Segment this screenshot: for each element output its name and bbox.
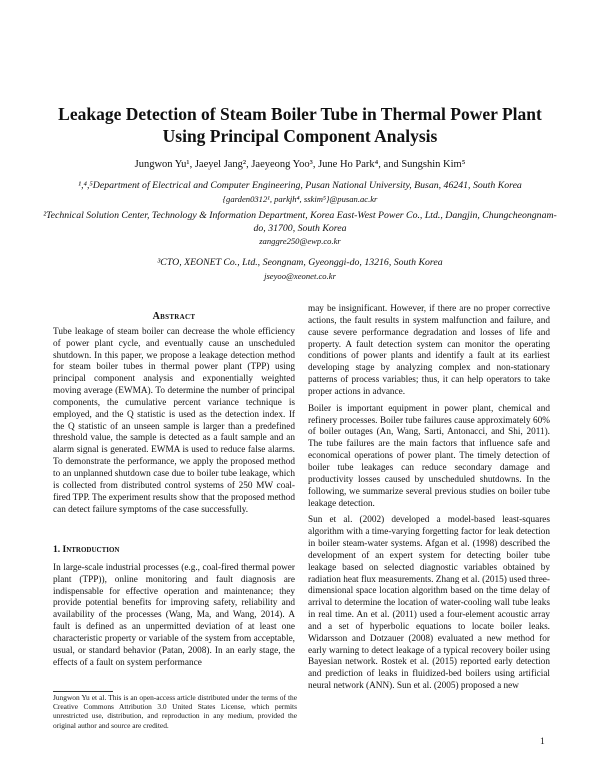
- affiliation-2: [40, 210, 560, 248]
- abstract-body: Tube leakage of steam boiler can decrease the whole efficiency of power plant cycle, and eventually cause an unscheduled shutdown. In this paper, we propose a leakage detection method for steam boiler tubes in thermal power plant (TPP) using principal component analysis and exponentially weighted moving average (EWMA). To determine the number of principal components, the cumulative percent variance technique is employed, and the Q statistic is used as the detection index. If the Q statistic of an unseen sample is larger than a predefined threshold value, the sample is detected as a fault sample and an alarm signal is generated. EWMA is used to reduce false alarms. To demonstrate the performance, we apply the proposed method to an unplanned shutdown case due to boiler tube leakage, which is collected from distributed control systems of 250 MW coal-fired TPP. The experiment results show that the proposed method can detect failure symptoms of the case successfully.: [53, 326, 295, 515]
- abstract-heading: Abstract: [152, 311, 196, 322]
- affiliation-3-text: ³CTO, XEONET Co., Ltd., Seongnam, Gyeonggi-do, 13216, South Korea: [157, 257, 443, 268]
- affiliation-1: [40, 180, 560, 205]
- affiliation-3-email: jseyoo@xeonet.co.kr: [264, 270, 336, 281]
- intro-paragraph-3: Boiler is important equipment in power plant, chemical and refinery processes. Boiler tube failures cause approximately 60% of boiler outages (An, Wang, Sarti, Antonacci, and Shi, 2011). The tube failures are the main factors that influence safe and economical operations of power plant. The timely detection of boiler tube leakages can reduce secondary damage and productivity losses caused by unscheduled shutdowns. In the following, we summarize several previous studies on boiler tube leakage detection.: [308, 403, 550, 509]
- affiliation-2-email: zanggre250@ewp.co.kr: [259, 236, 341, 246]
- intro-paragraph-4: Sun et al. (2002) developed a model-based least-squares algorithm with a time-varying forgetting factor for leak detection in boiler steam-water systems. Afgan et al. (1998) described the development of an expert system for detecting boiler tube leakage based on selected diagnostic variables obtained by radiation heat flux measurements. Zhang et al. (2015) used three-dimensional space location algorithm based on the time delay of arrival to determine the location of water-cooling wall tube leaks in real time. An et al. (2011) used a four-element acoustic array and a set of hyperbolic equations to locate boiler leaks. Widarsson and Dotzauer (2008) evaluated a new method for early warning to detect leakage of a typical recovery boiler using Bayesian network. Rostek et al. (2015) reported early detection and prediction of leaks in fluidized-bed boilers using artificial neural network (ANN). Sun et al. (2005) proposed a new: [308, 515, 550, 692]
- introduction-section: [53, 545, 295, 674]
- abstract-section: [53, 311, 295, 521]
- introduction-heading: 1. Introduction: [53, 545, 120, 555]
- affiliation-1-email: {garden0312¹, parkjh⁴, sskim⁵}@pusan.ac.kr: [222, 193, 378, 204]
- page-number: 1: [540, 737, 545, 747]
- paper-title: Leakage Detection of Steam Boiler Tube in Thermal Power Plant Using Principal Component Analysis: [58, 104, 542, 146]
- footnote-divider: [53, 691, 113, 692]
- license-footnote: Jungwon Yu et al. This is an open-access article distributed under the terms of the Creative Commons Attribution 3.0 United States License, which permits unrestricted use, distribution, and reproduction in any medium, provided the original author and source are credited.: [53, 693, 297, 730]
- affiliation-3: [40, 257, 560, 282]
- intro-paragraph-2: may be insignificant. However, if there are no proper corrective actions, the fault results in system malfunction and failure, and cause severe performance degradation and losses of life and property. A fault detection system can monitor the operating conditions of power plants and identify a fault at its earliest developing stage by analyzing complex and non-stationary patterns of process variables; thus, it can help operators to take proper actions in advance.: [308, 304, 550, 397]
- affiliation-2-text: ²Technical Solution Center, Technology & Information Department, Korea East-West Power Co., Ltd., Dangjin, Chungcheongnam-do, 31700, South Korea: [43, 210, 557, 234]
- right-column: [308, 304, 550, 698]
- affiliation-1-text: ¹,⁴,⁵Department of Electrical and Computer Engineering, Pusan National University, Busan, 46241, South Korea: [78, 180, 522, 191]
- intro-paragraph-1: In large-scale industrial processes (e.g., coal-fired thermal power plant (TPP)), online monitoring and fault diagnosis are indispensable for effective operation and maintenance; they provide potential benefits for improving safety, reliability and availability of the processes (Wang, Ma, and Wang, 2014). A fault is defined as an unpermitted deviation of at least one characteristic property or variable of the system from acceptable, usual, or standard behavior (Patan, 2008). In an early stage, the effects of a fault on system performance: [53, 562, 295, 668]
- author-list: Jungwon Yu¹, Jaeyel Jang², Jaeyeong Yoo³, June Ho Park⁴, and Sungshin Kim⁵: [134, 159, 466, 170]
